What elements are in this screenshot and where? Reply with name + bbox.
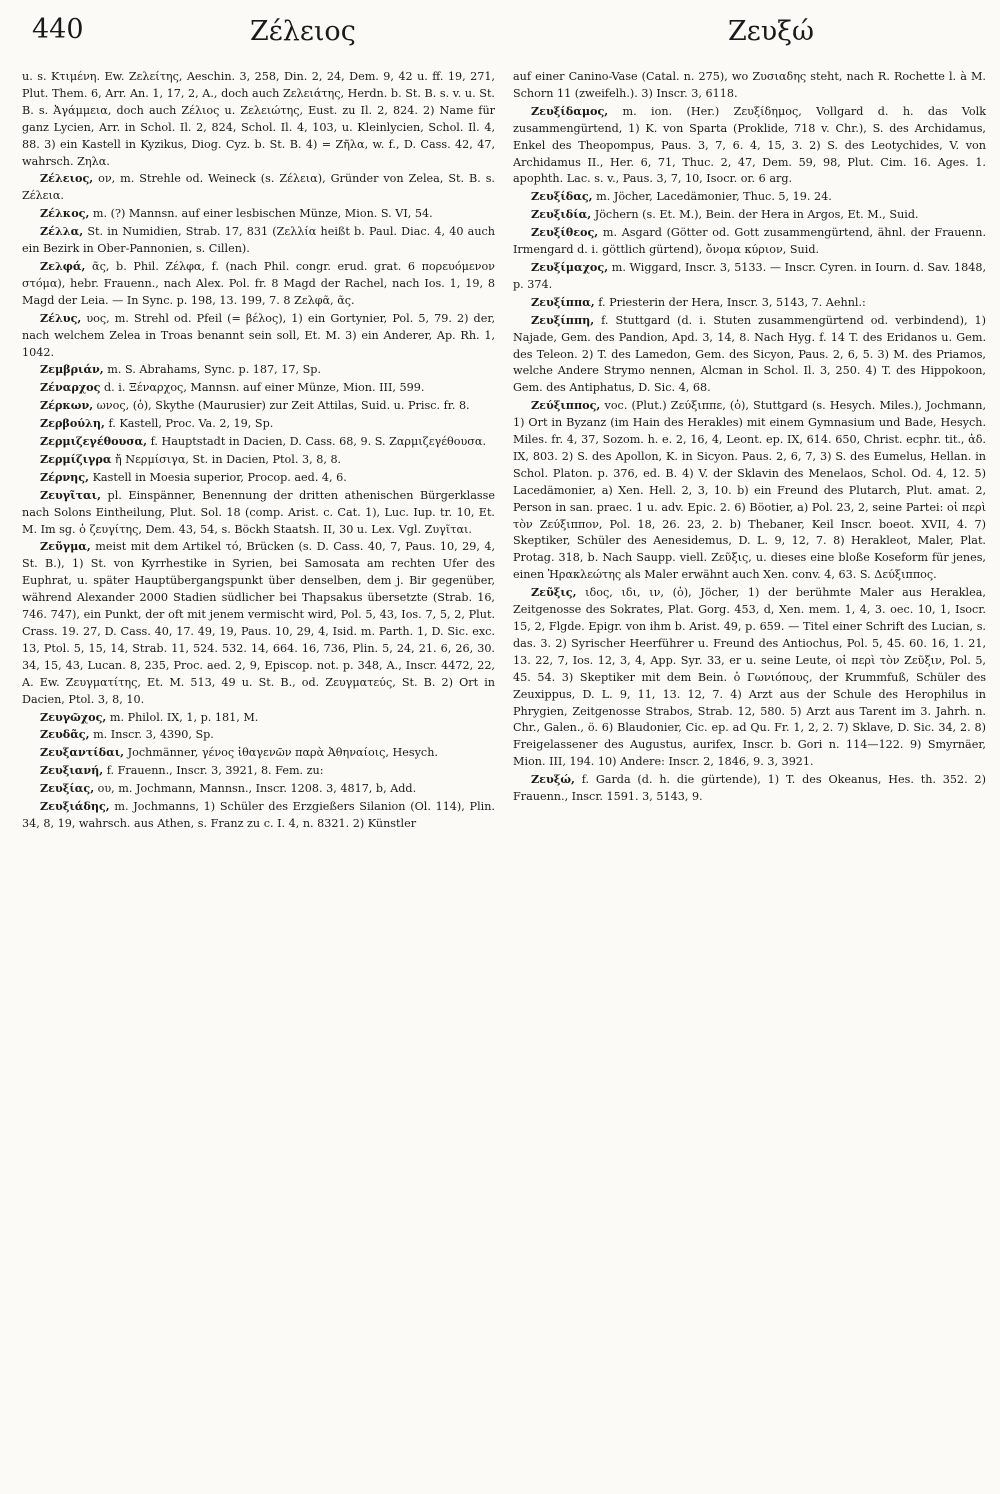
dictionary-entry [22,310,495,362]
entry-text: voc. (Plut.) Ζεύξιππε, (ὁ), Stuttgard (s. Hesych. Miles.), Jochmann, 1) Ort in Byzanz (im Hain des Herakles) mit einem Gymnasium und Bade, Hesych. Miles. fr. 4, 37, Sozom. h. e. 2, 16, 4, Leont. ep. IX, 614. 650, Christ. ecphr. tit., ἀδ. IX, 803. 2) S. des Apollon, K. in Sicyon. Paus. 2, 6, 7, 3) S. des Eumelus, Hellan. in Schol. Platon. p. 376, ed. B. 4) V. der Sklavin des Menelaos, Schol. Od. 4, 12. 5) Lacedämonier, a) Xen. Hell. 2, 3, 10. b) ein Freund des Plutarch, Plut. amat. 2, Person in san. praec. 1 u. adv. Epic. 2. 6) Böotier, a) Pol. 23, 2, seine Partei: οἱ περὶ τὸν Ζεύξιππον, Pol. 18, 26. 23, 2. b) Thebaner, Keil Inscr. boeot. XVII, 4. 7) Skeptiker, Schüler des Aenesidemus, D. L. 9, 12, 7. 8) Herakleot, Maler, Plat. Protag. 318, b. Nach Saupp. viell. Ζεῦξις, u. dieses eine bloße Koseform für jenes, einen Ἡρακλεώτης als Maler erwähnt auch Xen. conv. 4, 63. S. Δεύξιππος. [513,399,986,582]
entry-headword: Ζέλειος, [40,171,94,186]
dictionary-entry [22,744,495,762]
dictionary-entry [513,771,986,806]
entry-text: f. Hauptstadt in Dacien, D. Cass. 68, 9. S. Ζαρμιζεγέθουσα. [147,435,487,449]
entry-text: m. S. Abrahams, Sync. p. 187, 17, Sp. [103,363,322,377]
dictionary-entry [513,68,986,103]
dictionary-entry [22,469,495,487]
entry-text: ᾶς, b. Phil. Ζέλφα, f. (nach Phil. congr. erud. grat. 6 πορευόμενον στόμα), hebr. Frauenn., nach Alex. Pol. fr. 8 Magd der Rachel, nach Ios. 1, 19, 8 Magd der Leia. — In Sync. p. 198, 13. 199, 7. 8 Ζελφᾶ, ᾶς. [22,259,495,307]
entry-text: f. Frauenn., Inscr. 3, 3921, 8. Fem. zu: [103,764,324,778]
dictionary-entry [22,538,495,708]
entry-text: m. Jochmanns, 1) Schüler des Erzgießers Silanion (Ol. 114), Plin. 34, 8, 19, wahrsch. aus Athen, s. Franz zu c. I. 4, n. 8321. 2) Künstler [22,800,495,830]
entry-headword: Ζευξιάδης, [40,799,110,814]
entry-headword: Ζευγῶχος, [40,709,107,724]
dictionary-entry [513,103,986,189]
dictionary-entry [513,224,986,259]
dictionary-entry [22,361,495,379]
entry-headword: Ζέρνης, [40,469,90,484]
dictionary-entry [22,780,495,798]
entry-text: meist mit dem Artikel τό, Brücken (s. D. Cass. 40, 7, Paus. 10, 29, 4, St. B.), 1) St. von Kyrrhestike in Syrien, bei Samosata am rechten Ufer des Euphrat, u. später Hauptübergangspunkt über denselben, dem j. Bir gegenüber, während Alexander 2000 Stadien südlicher bei Thapsakus übersetzte (Strab. 16, 746. 747), ein Punkt, der oft mit jenem vermischt wird, Pol. 5, 43, Ios. 7, 5, 2, Plut. Crass. 19. 27, D. Cass. 40, 17. 49, 19, Paus. 10, 29, 4, Isid. m. Parth. 1, D. Sic. exc. 13, Ptol. 5, 15, 14, Strab. 11, 524. 532. 14, 664. 16, 736, Plin. 5, 24, 21. 6, 26, 30. 34, 15, 43, Lucan. 8, 235, Proc. aed. 2, 9, Episcop. not. p. 348, A., Inscr. 4472, 22, A. Ew. Ζευγματίτης, Et. M. 513, 49 u. St. B., od. Ζευγματεύς, St. B. 2) Ort in Dacien, Ptol. 3, 8, 10. [22,540,495,706]
right-running-head: Ζευξώ [728,16,815,47]
dictionary-entry [22,397,495,415]
entry-text: ωνος, (ὁ), Skythe (Maurusier) zur Zeit Attilas, Suid. u. Prisc. fr. 8. [93,399,470,413]
entry-headword: Ζέλκος, [40,206,90,221]
entry-headword: Ζεύξιππος, [531,398,601,413]
dictionary-entry [22,223,495,258]
entry-text: ιδος, ιδι, ιν, (ὁ), Jöcher, 1) der berühmte Maler aus Heraklea, Zeitgenosse des Sokrates, Plat. Gorg. 453, d, Xen. mem. 1, 4, 3. oec. 10, 1, Isocr. 15, 2, Flgde. Epigr. von ihm b. Arist. 49, p. 659. — Titel einer Schrift des Lucian, s. das. 3. 2) Syrischer Heerführer u. Freund des Antiochus, Pol. 5, 45. 60. 16, 1. 21, 13. 22, 7, Ios. 12, 3, 4, App. Syr. 33, er u. seine Leute, οἱ περὶ τὸν Ζεῦξιν, Pol. 5, 45. 54. 3) Skeptiker mit dem Bein. ὁ Γωνιόπους, der Krummfuß, Schüler des Zeuxippus, D. L. 9, 11, 13. 12, 7. 4) Arzt aus der Schule des Herophilus in Phrygien, Zeitgenosse Strabos, Strab. 12, 580. 5) Arzt aus Tarent im 3. Jahrh. n. Chr., Galen., ö. 6) Blaudonier, Cic. ep. ad Qu. Fr. 1, 2, 2. 7) Sklave, D. Sic. 34, 2. 8) Freigelassener des Augustus, aurifex, Inscr. b. Gori n. 114—122. 9) Smyrnäer, Mion. III, 194. 10) Andere: Inscr. 2, 1846, 9. 3, 3921. [513,586,986,769]
entry-headword: Ζεῦγμα, [40,539,91,554]
entry-headword: Ζευξίδαμος, [531,103,609,118]
entry-headword: Ζευξίππη, [531,312,595,327]
entry-headword: Ζευξώ, [531,772,575,787]
dictionary-entry [513,259,986,294]
dictionary-entry [22,379,495,397]
entry-text: υος, m. Strehl od. Pfeil (= βέλος), 1) ein Gortynier, Pol. 5, 79. 2) der, nach welchem Zelea in Troas benannt sein soll, Et. M. 3) ein Anderer, Ap. Rh. 1, 1042. [22,311,495,359]
entry-text: m. (?) Mannsn. auf einer lesbischen Münze, Mion. S. VI, 54. [89,207,433,221]
dictionary-entry [22,798,495,833]
entry-text: pl. Einspänner, Benennung der dritten athenischen Bürgerklasse nach Solons Eintheilung, Plut. Sol. 18 (comp. Arist. c. Cat. 1), Luc. Iup. tr. 10, Et. M. Im sg. ὁ ζευγίτης, Dem. 43, 54, s. Böckh Staatsh. II, 30 u. Lex. Vgl. Ζυγῖται. [22,488,495,536]
entry-text: u. s. Κτιμένη. Ew. Ζελείτης, Aeschin. 3, 258, Din. 2, 24, Dem. 9, 42 u. ff. 19, 271, Plut. Them. 6, Arr. An. 1, 17, 2, A., doch auch Ζελειάτης, Herdn. b. St. B. s. v. u. St. B. s. Ἀγάμμεια, doch auch Ζέλιος u. Ζελειώτης, Eust. zu Il. 2, 824. 2) Name für ganz Lycien, Arr. in Schol. Il. 2, 824, Schol. Il. 4, 103, u. Kleinlycien, Schol. Il. 4, 88. 3) ein Kastell in Kyzikus, Diog. Cyz. b. St. B. 4) = Ζῆλα, w. f., D. Cass. 42, 47, wahrsch. Ζηλα. [22,70,495,168]
entry-text: f. Garda (d. h. die gürtende), 1) T. des Okeanus, Hes. th. 352. 2) Frauenn., Inscr. 1591. 3, 5143, 9. [513,773,986,804]
entry-text: ἤ Νερμίσιγα, St. in Dacien, Ptol. 3, 8, 8. [111,452,342,466]
entry-text: St. in Numidien, Strab. 17, 831 (Ζελλία heißt b. Paul. Diac. 4, 40 auch ein Bezirk in Ober-Pannonien, s. Cillen). [22,225,495,256]
entry-headword: Ζεμβριάν, [40,362,104,377]
entry-text: m. Inscr. 3, 4390, Sp. [89,728,214,742]
entry-text: m. Jöcher, Lacedämonier, Thuc. 5, 19. 24. [592,190,832,204]
entry-headword: Ζευξαντίδαι, [40,745,125,760]
dictionary-entry [22,726,495,744]
dictionary-entry [513,188,986,206]
dictionary-entry [513,584,986,771]
dictionary-entry [513,294,986,312]
entry-headword: Ζερβούλη, [40,416,105,431]
dictionary-entry [22,68,495,170]
right-column [513,68,986,833]
text-columns [22,68,986,833]
entry-headword: Ζευδᾶς, [40,727,90,742]
dictionary-entry [22,433,495,451]
entry-headword: Ζερμιζεγέθουσα, [40,434,148,449]
entry-text: f. Kastell, Proc. Va. 2, 19, Sp. [104,417,274,431]
dictionary-entry [22,415,495,433]
dictionary-entry [513,206,986,224]
entry-headword: Ζεῦξις, [531,585,577,600]
entry-headword: Ζευξιανή, [40,763,104,778]
entry-text: f. Priesterin der Hera, Inscr. 3, 5143, 7. Aehnl.: [594,295,866,309]
dictionary-entry [22,258,495,310]
dictionary-entry [22,205,495,223]
entry-headword: Ζελφά, [40,258,86,273]
entry-text: d. i. Ξέναρχος, Mannsn. auf einer Münze, Mion. III, 599. [100,381,425,395]
entry-headword: Ζέρκων, [40,398,94,413]
dictionary-entry [22,762,495,780]
dictionary-entry [22,170,495,205]
page-number: 440 [32,14,84,45]
entry-headword: Ζευξίας, [40,781,95,796]
entry-text: Jöchern (s. Et. M.), Bein. der Hera in Argos, Et. M., Suid. [591,208,919,222]
entry-headword: Ζέλυς, [40,310,82,325]
entry-text: auf einer Canino-Vase (Catal. n. 275), wo Ζυσιαδης steht, nach R. Rochette l. à M. Schorn 11 (zweifelh.). 3) Inscr. 3, 6118. [513,70,986,100]
entry-text: ον, m. Strehle od. Weineck (s. Ζέλεια), Gründer von Zelea, St. B. s. Ζέλεια. [22,172,495,203]
entry-text: ου, m. Jochmann, Mannsn., Inscr. 1208. 3, 4817, b, Add. [94,782,417,796]
entry-headword: Ζευγῖται, [40,487,101,502]
left-running-head: Ζέλειος [250,16,356,47]
entry-text: m. ion. (Her.) Ζευξίδημος, Vollgard d. h. das Volk zusammengürtend, 1) K. von Sparta (Proklide, 718 v. Chr.), S. des Archidamus, Enkel des Theopompus, Paus. 3, 7, 6. 4, 15, 3. 2) S. des Leotychides, V. von Archidamus II., Her. 6, 71, Thuc. 2, 47, Dem. 59, 98, Plut. Cim. 16. Ages. 1. apophth. Lac. s. v., Paus. 3, 7, 10, Isocr. or. 6 arg. [513,104,986,186]
entry-headword: Ζευξίμαχος, [531,259,609,274]
entry-headword: Ζερμίζιγρα [40,451,112,466]
entry-text: Jochmänner, γένος ἰθαγενῶν παρὰ Ἀθηναίοις, Hesych. [124,746,438,760]
entry-headword: Ζευξίδας, [531,189,593,204]
entry-headword: Ζέναρχος [40,380,101,395]
entry-text: m. Wiggard, Inscr. 3, 5133. — Inscr. Cyren. in Iourn. d. Sav. 1848, p. 374. [513,260,986,291]
entry-text: f. Stuttgard (d. i. Stuten zusammengürtend od. verbindend), 1) Najade, Gem. des Pandion, Apd. 3, 14, 8. Nach Hyg. f. 14 T. des Eridanos u. Gem. des Teleon. 2) T. des Lamedon, Gem. des Sicyon, Paus. 2, 6, 5. 3) M. des Priamos, welche Andere Strymo nennen, Alcman in Schol. Il. 3, 250. 4) T. des Hippokoon, Gem. des Antiphatus, D. Sic. 4, 68. [513,313,986,395]
entry-text: m. Philol. IX, 1, p. 181, M. [106,710,259,724]
entry-headword: Ζέλλα, [40,224,84,239]
dictionary-entry [513,312,986,398]
entry-headword: Ζευξίππα, [531,294,595,309]
dictionary-entry [22,709,495,727]
entry-text: Kastell in Moesia superior, Procop. aed. 4, 6. [89,470,347,484]
entry-headword: Ζευξιδία, [531,207,592,222]
running-header [22,8,986,60]
entry-text: m. Asgard (Götter od. Gott zusammengürtend, ähnl. der Frauenn. Irmengard d. i. göttlich gürtend), ὄνομα κύριον, Suid. [513,226,986,257]
dictionary-entry [22,487,495,539]
left-column [22,68,495,833]
dictionary-entry [22,451,495,469]
dictionary-entry [513,397,986,584]
entry-headword: Ζευξίθεος, [531,225,599,240]
